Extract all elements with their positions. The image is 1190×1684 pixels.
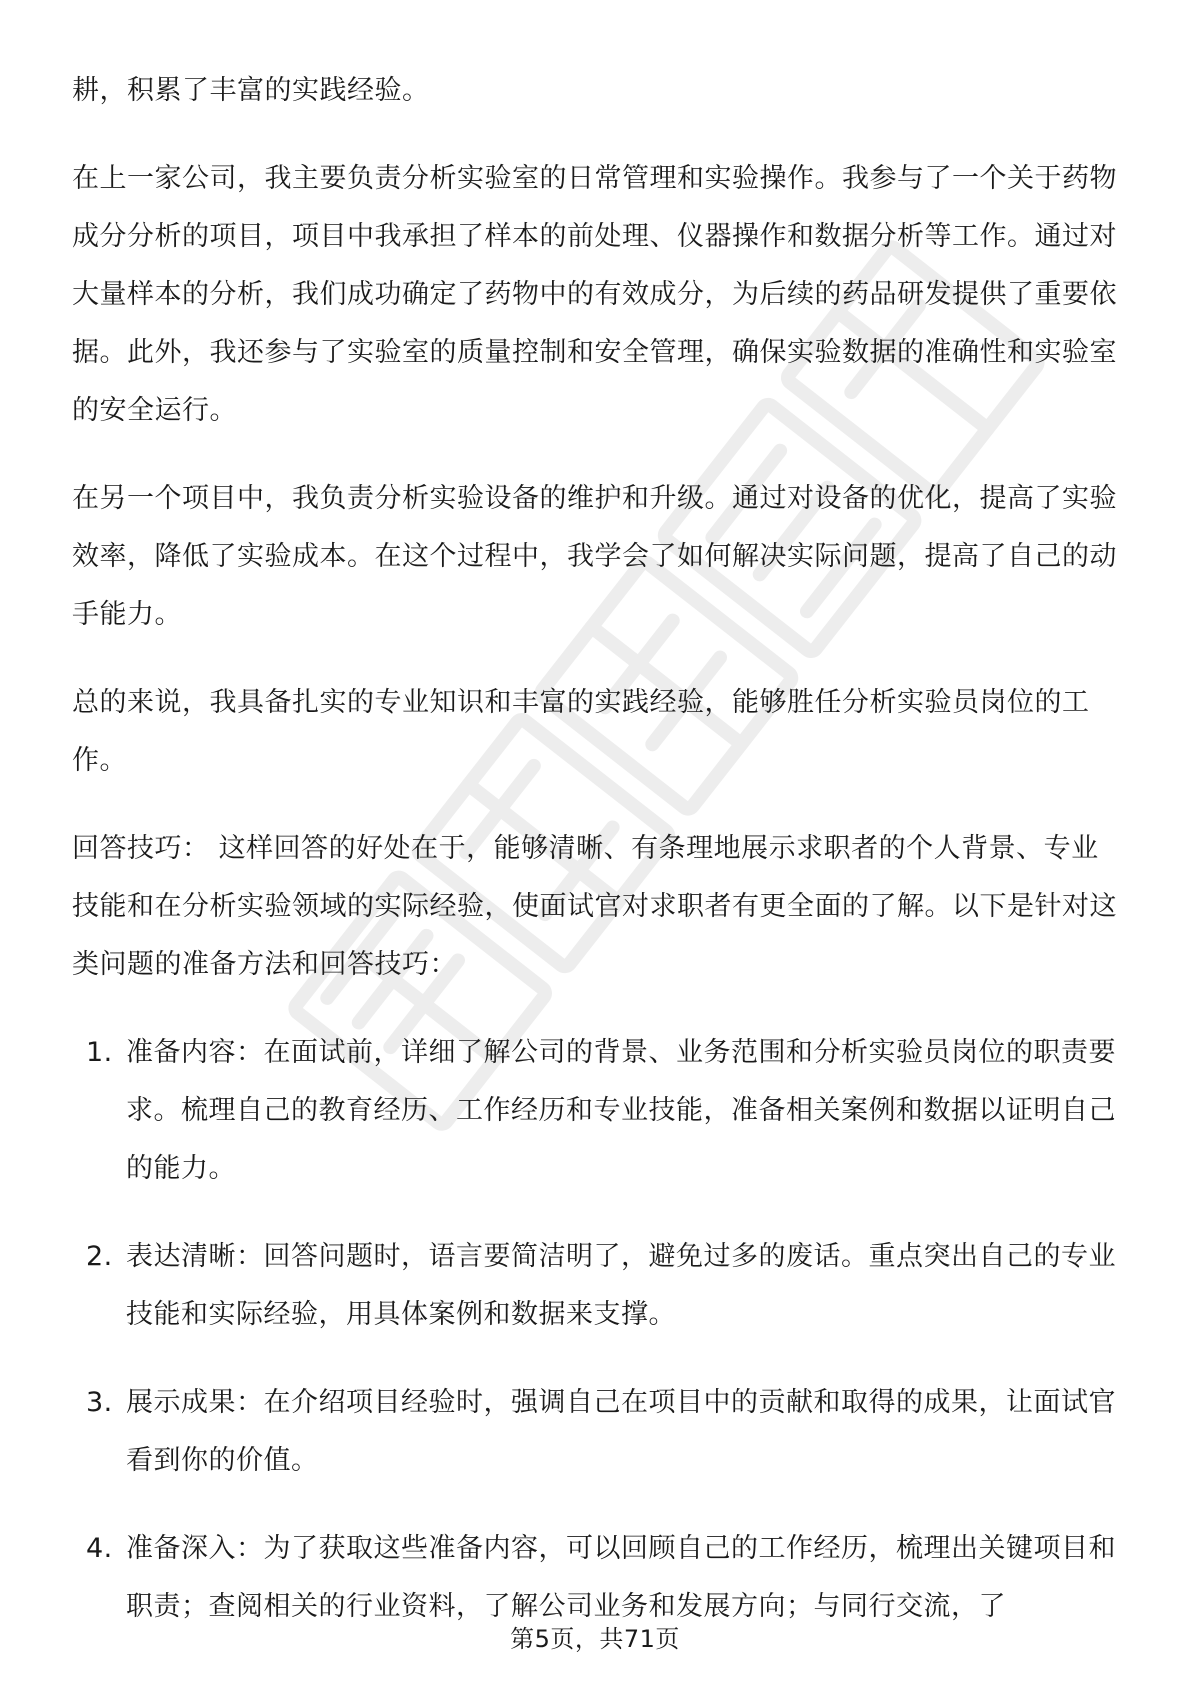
paragraph-answer-tips: 回答技巧： 这样回答的好处在于，能够清晰、有条理地展示求职者的个人背景、专业技能和在分析实验领域的实际经验，使面试官对求职者有更全面的了解。以下是针对这类问题的准备方法和回答技巧：	[72, 833, 1117, 980]
page-number-footer: 第5页，共71页	[510, 1625, 680, 1653]
list-item-number: 2.	[86, 1241, 113, 1272]
list-item	[72, 1228, 1118, 1344]
list-item-number: 1.	[86, 1037, 113, 1068]
list-item-number: 3.	[86, 1387, 113, 1418]
document-body	[72, 62, 1118, 1666]
paragraph-summary: 总的来说，我具备扎实的专业知识和丰富的实践经验，能够胜任分析实验员岗位的工作。	[72, 687, 1090, 776]
paragraph-another-project: 在另一个项目中，我负责分析实验设备的维护和升级。通过对设备的优化，提高了实验效率，降低了实验成本。在这个过程中，我学会了如何解决实际问题，提高了自己的动手能力。	[72, 483, 1117, 630]
list-item-number: 4.	[86, 1533, 113, 1564]
paragraph-continuation: 耕，积累了丰富的实践经验。	[72, 75, 430, 106]
list-item-text: 展示成果：在介绍项目经验时，强调自己在项目中的贡献和取得的成果，让面试官看到你的价值。	[126, 1387, 1116, 1476]
list-item-text: 准备深入：为了获取这些准备内容，可以回顾自己的工作经历，梳理出关键项目和职责；查阅相关的行业资料，了解公司业务和发展方向；与同行交流，了	[126, 1533, 1116, 1622]
paragraph-previous-company: 在上一家公司，我主要负责分析实验室的日常管理和实验操作。我参与了一个关于药物成分分析的项目，项目中我承担了样本的前处理、仪器操作和数据分析等工作。通过对大量样本的分析，我们成功确定了药物中的有效成分，为后续的药品研发提供了重要依据。此外，我还参与了实验室的质量控制和安全管理，确保实验数据的准确性和实验室的安全运行。	[72, 163, 1117, 426]
list-item-text: 表达清晰：回答问题时，语言要简洁明了，避免过多的废话。重点突出自己的专业技能和实际经验，用具体案例和数据来支撑。	[126, 1241, 1116, 1330]
tips-list	[72, 1024, 1118, 1636]
list-item	[72, 1374, 1118, 1490]
list-item	[72, 1024, 1118, 1198]
list-item-text: 准备内容：在面试前，详细了解公司的背景、业务范围和分析实验员岗位的职责要求。梳理自己的教育经历、工作经历和专业技能，准备相关案例和数据以证明自己的能力。	[126, 1037, 1116, 1184]
list-item	[72, 1520, 1118, 1636]
